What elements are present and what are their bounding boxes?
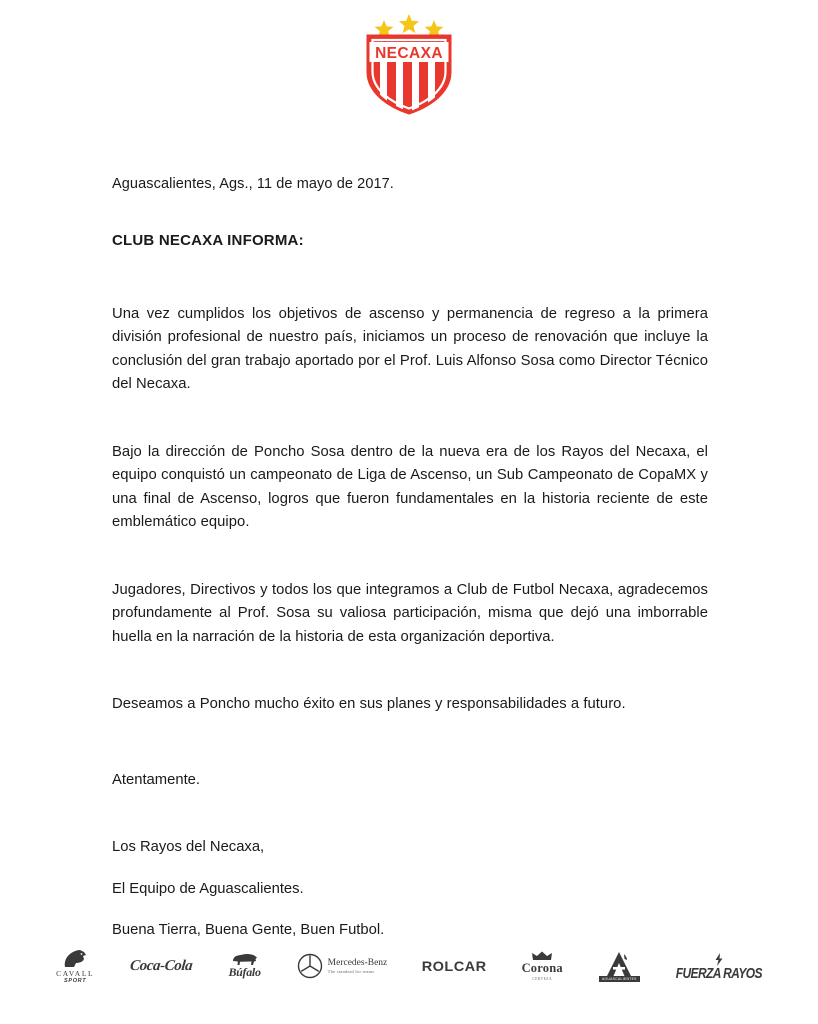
- sponsor-corona: [522, 951, 563, 981]
- mercedes-star-icon: [297, 953, 323, 979]
- sponsor-cavall-sport: [56, 949, 94, 984]
- sponsor-name: CAVALL: [56, 968, 95, 978]
- sponsor-name: FUERZA RAYOS: [675, 963, 762, 982]
- paragraph-3: Jugadores, Directivos y todos los que integramos a Club de Futbol Necaxa, agradecemos profundamente al Prof. Sosa su valiosa participación, misma que dejó una imborrable huella en la narración de la historia de esta organización deportiva.: [112, 581, 708, 645]
- crown-icon: [531, 951, 553, 961]
- sponsor-subtitle: SPORT: [63, 977, 87, 984]
- sponsor-subtitle: The standard for teams: [327, 968, 375, 974]
- paragraph-1: Una vez cumplidos los objetivos de ascenso y permanencia de regreso a la primera división profesional de nuestro país, iniciamos un proceso de renovación que incluye la conclusión del gran trabajo aportado por el Prof. Luis Alfonso Sosa como Director Técnico del Necaxa.: [112, 305, 708, 393]
- sponsor-name: Mercedes-Benz: [327, 958, 388, 969]
- date-line: Aguascalientes, Ags., 11 de mayo de 2017.: [112, 176, 394, 192]
- wish-line: Deseamos a Poncho mucho éxito en sus planes y responsabilidades a futuro.: [112, 696, 626, 713]
- sponsor-name: Corona: [521, 961, 563, 975]
- sponsor-strip: [0, 938, 818, 994]
- signature-block: [112, 836, 708, 943]
- sponsor-name: ROLCAR: [422, 958, 487, 974]
- sponsor-name: Búfalo: [228, 965, 261, 979]
- sponsor-rolcar: [423, 958, 485, 974]
- signature-line: Buena Tierra, Buena Gente, Buen Futbol.: [112, 922, 385, 939]
- closing-line: Atentamente.: [112, 771, 201, 788]
- signature-line: Los Rayos del Necaxa,: [112, 839, 265, 856]
- crest-club-name: NECAXA: [375, 45, 443, 62]
- page-title: CLUB NECAXA INFORMA:: [112, 231, 304, 249]
- sponsor-mercedes-benz: [297, 953, 388, 979]
- sponsor-aguascalientes: [599, 951, 640, 982]
- sponsor-subtitle: CERVEZA: [532, 977, 553, 981]
- paragraph-2: Bajo la dirección de Poncho Sosa dentro de la nueva era de los Rayos del Necaxa, el equipo conquistó un campeonato de Liga de Ascenso, un Sub Campeonato de CopaMX y una final de Ascenso, logros que fueron fundamentales en la historia reciente de este emblemático equipo.: [112, 443, 708, 531]
- sponsor-fuerza-rayos: [676, 953, 762, 980]
- sponsor-coca-cola: [130, 958, 192, 975]
- letter-a-icon: [606, 951, 632, 977]
- sponsor-bufalo: [228, 952, 260, 980]
- sponsor-name: Coca-Cola: [129, 957, 194, 974]
- sponsor-subtitle: AGUASCALIENTES: [599, 976, 640, 982]
- horse-head-icon: [62, 949, 88, 968]
- signature-line: El Equipo de Aguascalientes.: [112, 880, 304, 897]
- letter-body: [112, 0, 708, 943]
- bison-icon: [231, 952, 259, 966]
